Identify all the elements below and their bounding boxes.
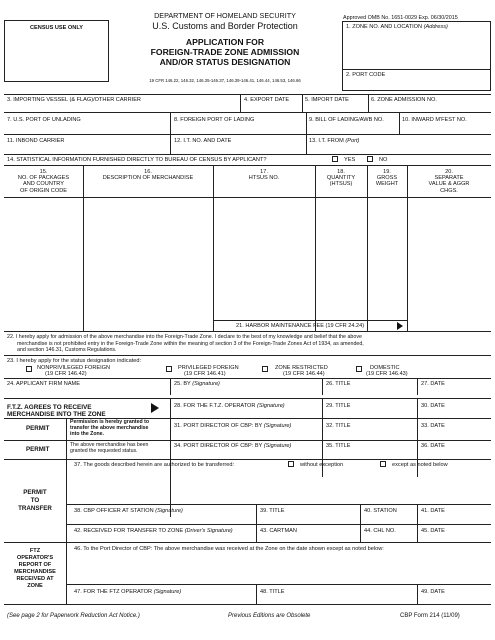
field-22-line2: merchandise is not prohibited entry in the Foreign-Trade Zone within the meaning of section 3 of the Foreign-Trade Zones Act of 1934, as amended,: [17, 340, 364, 347]
items-entry-area[interactable]: [4, 198, 491, 320]
field-23-label: 23. I hereby apply for the status designation indicated:: [7, 358, 142, 364]
field-22-line1: 22. I hereby apply for admission of the above merchandise into the Foreign-Trade Zone. I declare to the best of my knowledge and belief that the above: [7, 334, 362, 340]
field-34-label: 34. PORT DIRECTOR OF CBP: BY (Signature): [174, 443, 292, 449]
receipt-remarks-area[interactable]: [67, 554, 491, 580]
field-30-label: 30. DATE: [421, 403, 445, 409]
field-39-label: 39. TITLE: [260, 508, 285, 514]
without-exception-checkbox[interactable]: [288, 461, 294, 467]
column-16-header: 16. DESCRIPTION OF MERCHANDISE: [102, 169, 194, 182]
field-21-label: 21. HARBOR MAINTENANCE FEE (19 CFR 24.24): [236, 323, 365, 329]
status-domestic-checkbox[interactable]: [356, 366, 362, 372]
field-9-label: 9. BILL OF LADING/AWB NO.: [309, 117, 384, 123]
field-3-label: 3. IMPORTING VESSEL (& FLAG)/OTHER CARRIER: [7, 97, 141, 103]
footer-form-number: CBP Form 214 (11/09): [400, 613, 460, 619]
permit-1-text-2: transfer the above merchandise: [70, 424, 149, 431]
footer-obsolete-notice: Previous Editions are Obsolete: [228, 613, 311, 619]
census-no-checkbox[interactable]: [367, 156, 373, 162]
field-42-label: 42. RECEIVED FOR TRANSFER TO ZONE (Driver's Signature): [74, 528, 233, 534]
field-32-label: 32. TITLE: [326, 423, 351, 429]
field-8-label: 8. FOREIGN PORT OF LADING: [174, 117, 255, 123]
status-zone-restricted-cfr: (19 CFR 146.44): [283, 371, 325, 377]
field-33-label: 33. DATE: [421, 423, 445, 429]
field-29-label: 29. TITLE: [326, 403, 351, 409]
ftz-agrees-title-2: MERCHANDISE INTO THE ZONE: [7, 411, 106, 418]
column-15-header: 15. NO. OF PACKAGES AND COUNTRY OF ORIGIN CODE: [17, 169, 70, 194]
field-27-label: 27. DATE: [421, 381, 445, 387]
ftz-agrees-title-1: F.T.Z. AGREES TO RECEIVE: [7, 404, 92, 411]
field-10-label: 10. INWARD M'FEST NO.: [402, 117, 467, 123]
permit-2-text-1: The above merchandise has been: [70, 442, 149, 448]
census-yes-checkbox[interactable]: [332, 156, 338, 162]
status-nonprivileged-label: NONPRIVILEGED FOREIGN: [37, 365, 111, 371]
status-domestic-label: DOMESTIC: [370, 365, 400, 371]
field-37-label: 37. The goods described herein are authorized to be transferred:: [74, 462, 235, 468]
permit-1-text-1: Permission is hereby granted to: [70, 419, 149, 425]
census-no-label: NO: [379, 157, 388, 163]
field-43-label: 43. CARTMAN: [260, 528, 297, 534]
permit-to-transfer-label: PERMIT TO TRANSFER: [18, 489, 52, 512]
omb-number: Approved OMB No. 1651-0029 Exp. 06/30/2015: [343, 15, 458, 21]
ftz-operator-report-label: FTZ OPERATOR'S REPORT OF MERCHANDISE RECEIVED AT ZONE: [14, 548, 56, 589]
census-yes-label: YES: [344, 157, 356, 163]
field-25-label: 25. BY (Signature): [174, 381, 220, 387]
field-12-label: 12. I.T. NO. AND DATE: [174, 138, 232, 144]
field-44-label: 44. CHL NO.: [364, 528, 396, 534]
field-36-label: 36. DATE: [421, 443, 445, 449]
field-5-label: 5. IMPORT DATE: [305, 97, 349, 103]
census-use-label: CENSUS USE ONLY: [30, 25, 83, 31]
field-28-label: 28. FOR THE F.T.Z. OPERATOR (Signature): [174, 403, 285, 409]
field-4-label: 4. EXPORT DATE: [244, 97, 290, 103]
field-35-label: 35. TITLE: [326, 443, 351, 449]
department-name: DEPARTMENT OF HOMELAND SECURITY: [154, 11, 296, 20]
field-49-label: 49. DATE: [421, 589, 445, 595]
without-exception-label: without exception: [300, 462, 344, 468]
field-7-label: 7. U.S. PORT OF UNLADING: [7, 117, 81, 123]
field-22-line3: and section 146.31, Customs Regulations.: [17, 347, 117, 353]
status-privileged-label: PRIVILEGED FOREIGN: [178, 365, 239, 371]
except-as-noted-checkbox[interactable]: [380, 461, 386, 467]
field-40-label: 40. STATION: [364, 508, 397, 514]
permit-label-1: PERMIT: [26, 425, 50, 432]
form-title-line2: FOREIGN-TRADE ZONE ADMISSION: [150, 47, 300, 57]
status-privileged-checkbox[interactable]: [166, 366, 172, 372]
field-38-label: 38. CBP OFFICER AT STATION (Signature): [74, 508, 183, 514]
arrow-right-icon: [396, 322, 404, 330]
field-14-label: 14. STATISTICAL INFORMATION FURNISHED DIRECTLY TO BUREAU OF CENSUS BY APPLICANT?: [7, 157, 267, 163]
field-13-label: 13. I.T. FROM (Port): [309, 138, 360, 144]
field-11-label: 11. INBOND CARRIER: [7, 138, 65, 144]
footer-paperwork-notice: (See page 2 for Paperwork Reduction Act Notice.): [7, 613, 140, 619]
status-nonprivileged-cfr: (19 CFR 146.42): [45, 371, 87, 377]
field-46-label: 46. To the Port Director of CBP: The above merchandise was received at the Zone on the date shown except as noted below:: [74, 546, 384, 552]
status-domestic-cfr: (19 CFR 146.43): [366, 371, 408, 377]
form-title-line3: AND/OR STATUS DESIGNATION: [159, 57, 291, 67]
field-41-label: 41. DATE: [421, 508, 445, 514]
field-6-label: 6. ZONE ADMISSION NO.: [371, 97, 437, 103]
status-zone-restricted-label: ZONE RESTRICTED: [275, 365, 328, 371]
permit-label-2: PERMIT: [26, 446, 50, 453]
field-24-label: 24. APPLICANT FIRM NAME: [7, 381, 80, 387]
port-code-label: 2. PORT CODE: [346, 72, 386, 78]
field-48-label: 48. TITLE: [260, 589, 285, 595]
field-47-label: 47. FOR THE FTZ OPERATOR (Signature): [74, 589, 182, 595]
cfr-citation: 19 CFR 146.22, 146.32, 146.35-146.37, 146.39-146.41, 146.44, 146.53, 146.66: [149, 78, 301, 83]
form-title-line1: APPLICATION FOR: [185, 37, 265, 47]
field-45-label: 45. DATE: [421, 528, 445, 534]
field-31-label: 31. PORT DIRECTOR OF CBP: BY (Signature): [174, 423, 292, 429]
status-nonprivileged-checkbox[interactable]: [26, 366, 32, 372]
field-26-label: 26. TITLE: [326, 381, 351, 387]
permit-2-text-2: granted the requested status.: [70, 447, 138, 454]
zone-location-label: 1. ZONE NO. AND LOCATION (Address): [346, 24, 448, 30]
permit-1-text-3: into the Zone.: [70, 430, 105, 437]
status-zone-restricted-checkbox[interactable]: [262, 366, 268, 372]
arrow-right-icon: [150, 403, 160, 413]
column-18-header: 18. QUANTITY (HTSUS): [326, 169, 356, 188]
column-19-header: 19. GROSS WEIGHT: [375, 169, 399, 188]
transfer-remarks-area[interactable]: [67, 470, 491, 500]
column-17-header: 17. HTSUS NO.: [248, 169, 280, 182]
column-20-header: 20. SEPARATE VALUE & AGGR CHGS.: [428, 169, 470, 194]
except-as-noted-label: except as noted below: [392, 462, 448, 468]
agency-name: U.S. Customs and Border Protection: [152, 21, 298, 31]
status-privileged-cfr: (19 CFR 146.41): [184, 371, 226, 377]
zone-location-box[interactable]: [342, 21, 491, 91]
